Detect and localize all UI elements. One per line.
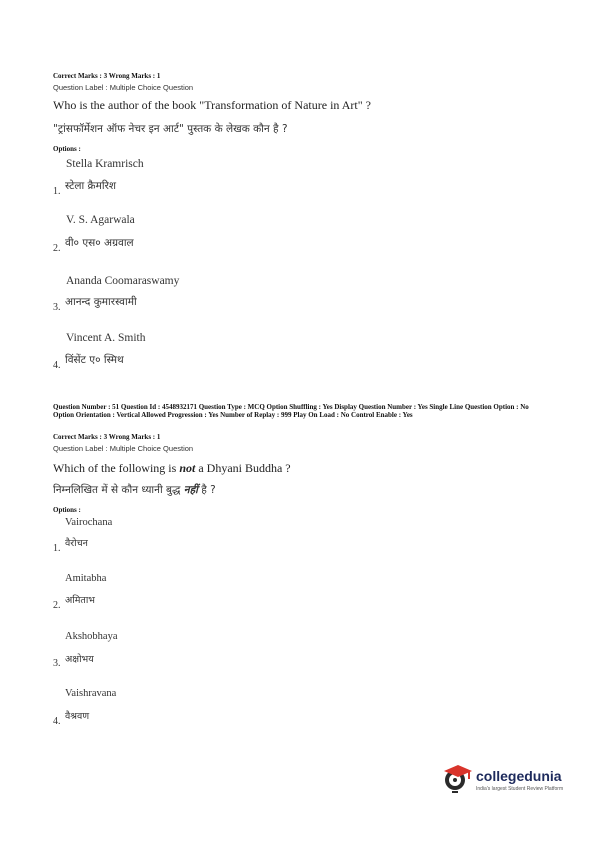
- q51-question-hi-post: है ?: [197, 484, 216, 496]
- q50-option-4-hi: विंसेंट ए० स्मिथ: [65, 354, 124, 366]
- q51-options-header: Options :: [53, 506, 81, 514]
- q51-question-hi-emphasis: नहीं: [183, 484, 198, 496]
- q51-option-3-en: Akshobhaya: [65, 631, 118, 642]
- graduation-cap-icon: [442, 762, 474, 798]
- q51-meta: Question Number : 51 Question Id : 4548932171 Question Type : MCQ Option Shuffling : Yes Display Question Number : Yes Single Line Question Option : No Option Orientation : Vertical Allowed Progression : Yes Number of Replay : 999 Play On Load : No Control Enable : Yes: [53, 403, 529, 419]
- q51-option-1-en: Vairochana: [65, 517, 113, 528]
- q51-option-2-number: 2.: [53, 600, 61, 611]
- q50-question-en: Who is the author of the book "Transformation of Nature in Art" ?: [53, 98, 371, 112]
- q50-marks: Correct Marks : 3 Wrong Marks : 1: [53, 72, 161, 80]
- q51-option-4-hi: वैश्रवण: [65, 711, 90, 722]
- q51-question-en-post: a Dhyani Buddha ?: [195, 461, 291, 475]
- q51-question-en-pre: Which of the following is: [53, 461, 180, 475]
- q51-option-1-number: 1.: [53, 543, 61, 554]
- q50-option-3-hi: आनन्द कुमारस्वामी: [65, 296, 137, 308]
- q51-option-4-en: Vaishravana: [65, 688, 117, 699]
- q50-option-4-number: 4.: [53, 360, 61, 371]
- q50-option-4-en: Vincent A. Smith: [66, 332, 146, 344]
- q50-question-hi: "ट्रांसफॉर्मेशन ऑफ नेचर इन आर्ट" पुस्तक के लेखक कौन है ?: [53, 123, 288, 135]
- q50-option-2-hi: वी० एस० अग्रवाल: [65, 237, 134, 249]
- q51-option-1-hi: वैरोचन: [65, 538, 88, 549]
- collegedunia-logo: [442, 762, 582, 802]
- q50-option-2-number: 2.: [53, 243, 61, 254]
- q50-option-1-hi: स्टेला क्रैमरिश: [65, 180, 117, 192]
- logo-tagline: India's largest Student Review Platform: [476, 786, 564, 792]
- q50-option-3-en: Ananda Coomaraswamy: [66, 275, 180, 287]
- q51-option-3-hi: अक्षोभय: [65, 654, 94, 665]
- q50-label: Question Label : Multiple Choice Question: [53, 83, 194, 92]
- q51-question-hi: [53, 483, 216, 497]
- q50-option-1-number: 1.: [53, 186, 61, 197]
- q51-option-3-number: 3.: [53, 658, 61, 669]
- q51-label: Question Label : Multiple Choice Question: [53, 444, 194, 453]
- q51-option-4-number: 4.: [53, 716, 61, 727]
- q51-question-en: [53, 461, 291, 476]
- q51-option-2-en: Amitabha: [65, 573, 107, 584]
- q50-option-1-en: Stella Kramrisch: [66, 158, 144, 170]
- q51-marks: Correct Marks : 3 Wrong Marks : 1: [53, 433, 161, 441]
- q50-options-header: Options :: [53, 145, 81, 153]
- q51-question-en-emphasis: not: [179, 461, 196, 475]
- q50-option-3-number: 3.: [53, 302, 61, 313]
- logo-name: collegedunia: [476, 768, 562, 784]
- q51-option-2-hi: अमिताभ: [65, 595, 95, 606]
- q50-option-2-en: V. S. Agarwala: [66, 214, 135, 226]
- q51-question-hi-pre: निम्नलिखित में से कौन ध्यानी बुद्ध: [53, 484, 184, 496]
